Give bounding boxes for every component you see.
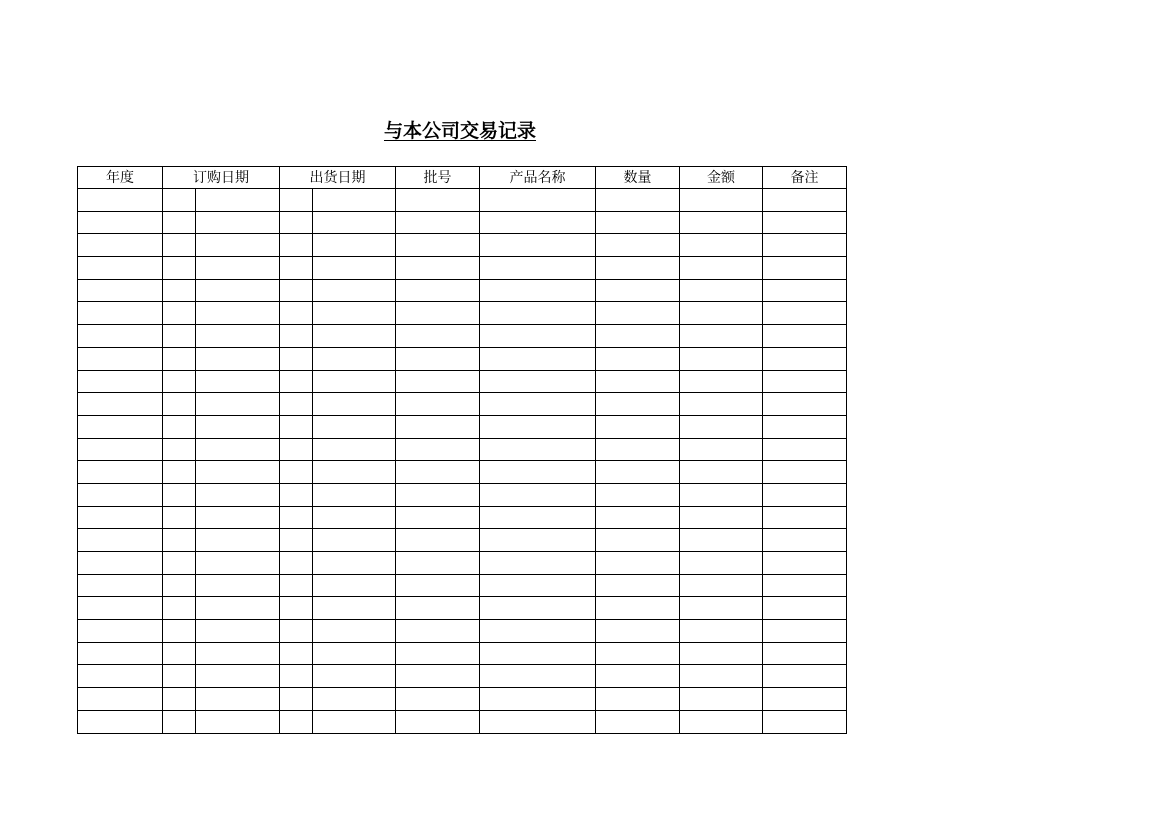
cell-order-date-sub xyxy=(163,574,196,597)
cell-order-date xyxy=(196,257,280,280)
table-row xyxy=(78,506,847,529)
cell-ship-date xyxy=(313,370,396,393)
cell-amount xyxy=(680,461,763,484)
cell-year xyxy=(78,642,163,665)
cell-quantity xyxy=(596,597,680,620)
cell-quantity xyxy=(596,552,680,575)
cell-order-date-sub xyxy=(163,506,196,529)
header-order-date: 订购日期 xyxy=(163,167,280,189)
cell-year xyxy=(78,189,163,212)
cell-order-date xyxy=(196,620,280,643)
cell-order-date xyxy=(196,347,280,370)
cell-amount xyxy=(680,415,763,438)
table-row xyxy=(78,483,847,506)
cell-product-name xyxy=(480,529,596,552)
cell-ship-date xyxy=(313,710,396,733)
cell-ship-date xyxy=(313,279,396,302)
cell-batch-number xyxy=(396,642,480,665)
cell-ship-date xyxy=(313,234,396,257)
cell-year xyxy=(78,415,163,438)
cell-product-name xyxy=(480,552,596,575)
cell-order-date xyxy=(196,234,280,257)
cell-quantity xyxy=(596,257,680,280)
cell-order-date xyxy=(196,211,280,234)
cell-product-name xyxy=(480,688,596,711)
cell-quantity xyxy=(596,347,680,370)
cell-remarks xyxy=(763,370,847,393)
cell-order-date-sub xyxy=(163,710,196,733)
cell-remarks xyxy=(763,189,847,212)
cell-order-date xyxy=(196,370,280,393)
cell-ship-date xyxy=(313,415,396,438)
cell-ship-date-sub xyxy=(280,665,313,688)
cell-order-date xyxy=(196,688,280,711)
cell-remarks xyxy=(763,257,847,280)
cell-order-date xyxy=(196,597,280,620)
cell-year xyxy=(78,393,163,416)
cell-year xyxy=(78,211,163,234)
cell-batch-number xyxy=(396,393,480,416)
cell-remarks xyxy=(763,415,847,438)
cell-ship-date-sub xyxy=(280,506,313,529)
cell-product-name xyxy=(480,234,596,257)
table-row xyxy=(78,620,847,643)
cell-ship-date-sub xyxy=(280,642,313,665)
cell-quantity xyxy=(596,574,680,597)
cell-batch-number xyxy=(396,506,480,529)
table-row xyxy=(78,279,847,302)
cell-product-name xyxy=(480,506,596,529)
cell-batch-number xyxy=(396,347,480,370)
cell-ship-date-sub xyxy=(280,552,313,575)
cell-quantity xyxy=(596,438,680,461)
cell-remarks xyxy=(763,665,847,688)
cell-order-date-sub xyxy=(163,483,196,506)
cell-batch-number xyxy=(396,279,480,302)
cell-remarks xyxy=(763,552,847,575)
cell-ship-date-sub xyxy=(280,347,313,370)
cell-order-date-sub xyxy=(163,302,196,325)
cell-ship-date xyxy=(313,506,396,529)
table-row xyxy=(78,710,847,733)
cell-year xyxy=(78,234,163,257)
cell-year xyxy=(78,347,163,370)
cell-order-date xyxy=(196,302,280,325)
cell-remarks xyxy=(763,642,847,665)
cell-order-date xyxy=(196,393,280,416)
page-title-text: 与本公司交易记录 xyxy=(383,120,536,142)
cell-ship-date-sub xyxy=(280,529,313,552)
cell-order-date-sub xyxy=(163,347,196,370)
cell-order-date xyxy=(196,189,280,212)
cell-remarks xyxy=(763,597,847,620)
cell-batch-number xyxy=(396,370,480,393)
cell-order-date-sub xyxy=(163,234,196,257)
cell-order-date-sub xyxy=(163,620,196,643)
cell-quantity xyxy=(596,483,680,506)
cell-batch-number xyxy=(396,438,480,461)
cell-batch-number xyxy=(396,688,480,711)
cell-quantity xyxy=(596,665,680,688)
cell-ship-date xyxy=(313,347,396,370)
cell-remarks xyxy=(763,506,847,529)
cell-ship-date-sub xyxy=(280,393,313,416)
cell-ship-date xyxy=(313,597,396,620)
cell-product-name xyxy=(480,620,596,643)
cell-product-name xyxy=(480,393,596,416)
cell-amount xyxy=(680,620,763,643)
cell-ship-date xyxy=(313,642,396,665)
cell-product-name xyxy=(480,257,596,280)
cell-ship-date xyxy=(313,665,396,688)
cell-order-date-sub xyxy=(163,438,196,461)
cell-year xyxy=(78,552,163,575)
cell-batch-number xyxy=(396,620,480,643)
cell-batch-number xyxy=(396,574,480,597)
cell-remarks xyxy=(763,438,847,461)
cell-batch-number xyxy=(396,415,480,438)
cell-year xyxy=(78,438,163,461)
table-row xyxy=(78,642,847,665)
header-product-name: 产品名称 xyxy=(480,167,596,189)
cell-quantity xyxy=(596,279,680,302)
table-row xyxy=(78,665,847,688)
cell-amount xyxy=(680,438,763,461)
cell-ship-date xyxy=(313,461,396,484)
cell-order-date-sub xyxy=(163,370,196,393)
cell-batch-number xyxy=(396,325,480,348)
cell-ship-date xyxy=(313,325,396,348)
cell-order-date-sub xyxy=(163,415,196,438)
cell-ship-date-sub xyxy=(280,189,313,212)
cell-ship-date xyxy=(313,189,396,212)
cell-order-date-sub xyxy=(163,257,196,280)
cell-batch-number xyxy=(396,710,480,733)
cell-quantity xyxy=(596,710,680,733)
cell-remarks xyxy=(763,461,847,484)
cell-quantity xyxy=(596,393,680,416)
cell-ship-date xyxy=(313,302,396,325)
cell-batch-number xyxy=(396,461,480,484)
cell-order-date-sub xyxy=(163,597,196,620)
cell-ship-date xyxy=(313,529,396,552)
cell-amount xyxy=(680,279,763,302)
table-row xyxy=(78,597,847,620)
cell-quantity xyxy=(596,506,680,529)
cell-order-date xyxy=(196,483,280,506)
cell-order-date-sub xyxy=(163,642,196,665)
cell-remarks xyxy=(763,393,847,416)
cell-product-name xyxy=(480,597,596,620)
cell-product-name xyxy=(480,461,596,484)
cell-order-date-sub xyxy=(163,189,196,212)
header-ship-date: 出货日期 xyxy=(280,167,396,189)
cell-product-name xyxy=(480,189,596,212)
cell-batch-number xyxy=(396,597,480,620)
cell-ship-date-sub xyxy=(280,461,313,484)
cell-quantity xyxy=(596,415,680,438)
cell-quantity xyxy=(596,302,680,325)
table-body xyxy=(78,189,847,734)
cell-batch-number xyxy=(396,552,480,575)
cell-ship-date xyxy=(313,257,396,280)
cell-amount xyxy=(680,325,763,348)
cell-amount xyxy=(680,665,763,688)
cell-order-date-sub xyxy=(163,529,196,552)
cell-order-date xyxy=(196,415,280,438)
cell-order-date xyxy=(196,325,280,348)
cell-remarks xyxy=(763,574,847,597)
cell-product-name xyxy=(480,370,596,393)
cell-amount xyxy=(680,552,763,575)
cell-ship-date-sub xyxy=(280,370,313,393)
cell-amount xyxy=(680,257,763,280)
cell-remarks xyxy=(763,234,847,257)
cell-remarks xyxy=(763,710,847,733)
cell-remarks xyxy=(763,688,847,711)
cell-ship-date-sub xyxy=(280,483,313,506)
cell-ship-date-sub xyxy=(280,574,313,597)
cell-amount xyxy=(680,574,763,597)
cell-batch-number xyxy=(396,302,480,325)
cell-amount xyxy=(680,189,763,212)
cell-order-date-sub xyxy=(163,325,196,348)
table-row xyxy=(78,461,847,484)
cell-quantity xyxy=(596,189,680,212)
table-row xyxy=(78,529,847,552)
cell-ship-date-sub xyxy=(280,325,313,348)
table-row xyxy=(78,552,847,575)
cell-order-date xyxy=(196,506,280,529)
cell-ship-date-sub xyxy=(280,415,313,438)
cell-ship-date-sub xyxy=(280,279,313,302)
header-batch-number: 批号 xyxy=(396,167,480,189)
cell-order-date xyxy=(196,438,280,461)
cell-batch-number xyxy=(396,665,480,688)
cell-quantity xyxy=(596,234,680,257)
header-remarks: 备注 xyxy=(763,167,847,189)
cell-batch-number xyxy=(396,234,480,257)
header-quantity: 数量 xyxy=(596,167,680,189)
cell-order-date-sub xyxy=(163,393,196,416)
cell-quantity xyxy=(596,620,680,643)
cell-ship-date-sub xyxy=(280,710,313,733)
cell-quantity xyxy=(596,325,680,348)
cell-ship-date-sub xyxy=(280,234,313,257)
table-row xyxy=(78,415,847,438)
cell-order-date xyxy=(196,461,280,484)
table-row xyxy=(78,234,847,257)
cell-order-date xyxy=(196,529,280,552)
cell-ship-date xyxy=(313,438,396,461)
cell-year xyxy=(78,461,163,484)
cell-order-date xyxy=(196,710,280,733)
cell-remarks xyxy=(763,529,847,552)
cell-quantity xyxy=(596,529,680,552)
table-row xyxy=(78,189,847,212)
cell-product-name xyxy=(480,483,596,506)
cell-product-name xyxy=(480,302,596,325)
cell-ship-date-sub xyxy=(280,597,313,620)
cell-order-date xyxy=(196,665,280,688)
cell-product-name xyxy=(480,325,596,348)
table-row xyxy=(78,393,847,416)
table-row xyxy=(78,211,847,234)
cell-ship-date xyxy=(313,483,396,506)
cell-amount xyxy=(680,506,763,529)
cell-amount xyxy=(680,370,763,393)
cell-quantity xyxy=(596,370,680,393)
cell-ship-date xyxy=(313,620,396,643)
cell-order-date-sub xyxy=(163,665,196,688)
table-row xyxy=(78,438,847,461)
cell-year xyxy=(78,506,163,529)
cell-amount xyxy=(680,710,763,733)
cell-amount xyxy=(680,529,763,552)
table-row xyxy=(78,347,847,370)
cell-quantity xyxy=(596,211,680,234)
header-year: 年度 xyxy=(78,167,163,189)
cell-amount xyxy=(680,483,763,506)
cell-ship-date-sub xyxy=(280,438,313,461)
cell-year xyxy=(78,710,163,733)
cell-batch-number xyxy=(396,257,480,280)
cell-order-date-sub xyxy=(163,461,196,484)
cell-remarks xyxy=(763,279,847,302)
cell-remarks xyxy=(763,325,847,348)
cell-year xyxy=(78,688,163,711)
header-amount: 金额 xyxy=(680,167,763,189)
cell-amount xyxy=(680,234,763,257)
cell-ship-date xyxy=(313,552,396,575)
cell-ship-date-sub xyxy=(280,211,313,234)
cell-ship-date-sub xyxy=(280,302,313,325)
table-row xyxy=(78,302,847,325)
cell-order-date xyxy=(196,279,280,302)
cell-year xyxy=(78,325,163,348)
cell-batch-number xyxy=(396,211,480,234)
cell-remarks xyxy=(763,347,847,370)
table-row xyxy=(78,574,847,597)
cell-ship-date xyxy=(313,574,396,597)
cell-batch-number xyxy=(396,529,480,552)
cell-order-date-sub xyxy=(163,552,196,575)
cell-product-name xyxy=(480,642,596,665)
cell-order-date xyxy=(196,552,280,575)
cell-product-name xyxy=(480,211,596,234)
cell-order-date-sub xyxy=(163,279,196,302)
cell-batch-number xyxy=(396,189,480,212)
cell-quantity xyxy=(596,642,680,665)
cell-amount xyxy=(680,642,763,665)
cell-year xyxy=(78,370,163,393)
cell-product-name xyxy=(480,415,596,438)
cell-ship-date-sub xyxy=(280,257,313,280)
cell-product-name xyxy=(480,665,596,688)
cell-remarks xyxy=(763,302,847,325)
cell-year xyxy=(78,483,163,506)
cell-amount xyxy=(680,393,763,416)
cell-quantity xyxy=(596,688,680,711)
cell-year xyxy=(78,574,163,597)
table-row xyxy=(78,257,847,280)
table-row xyxy=(78,688,847,711)
cell-year xyxy=(78,529,163,552)
cell-batch-number xyxy=(396,483,480,506)
table-row xyxy=(78,370,847,393)
cell-remarks xyxy=(763,211,847,234)
cell-amount xyxy=(680,688,763,711)
cell-year xyxy=(78,597,163,620)
cell-order-date xyxy=(196,642,280,665)
cell-product-name xyxy=(480,574,596,597)
cell-year xyxy=(78,302,163,325)
cell-ship-date xyxy=(313,211,396,234)
cell-ship-date-sub xyxy=(280,688,313,711)
cell-amount xyxy=(680,302,763,325)
cell-order-date-sub xyxy=(163,211,196,234)
cell-order-date-sub xyxy=(163,688,196,711)
cell-amount xyxy=(680,597,763,620)
cell-amount xyxy=(680,347,763,370)
cell-year xyxy=(78,279,163,302)
cell-year xyxy=(78,665,163,688)
cell-amount xyxy=(680,211,763,234)
cell-ship-date xyxy=(313,393,396,416)
cell-product-name xyxy=(480,279,596,302)
cell-product-name xyxy=(480,347,596,370)
cell-year xyxy=(78,257,163,280)
cell-remarks xyxy=(763,483,847,506)
transaction-record-table xyxy=(77,166,847,734)
cell-quantity xyxy=(596,461,680,484)
cell-remarks xyxy=(763,620,847,643)
cell-year xyxy=(78,620,163,643)
cell-product-name xyxy=(480,710,596,733)
cell-order-date xyxy=(196,574,280,597)
cell-ship-date-sub xyxy=(280,620,313,643)
table-header-row xyxy=(78,167,847,189)
table-row xyxy=(78,325,847,348)
cell-ship-date xyxy=(313,688,396,711)
cell-product-name xyxy=(480,438,596,461)
page-title xyxy=(300,118,620,144)
